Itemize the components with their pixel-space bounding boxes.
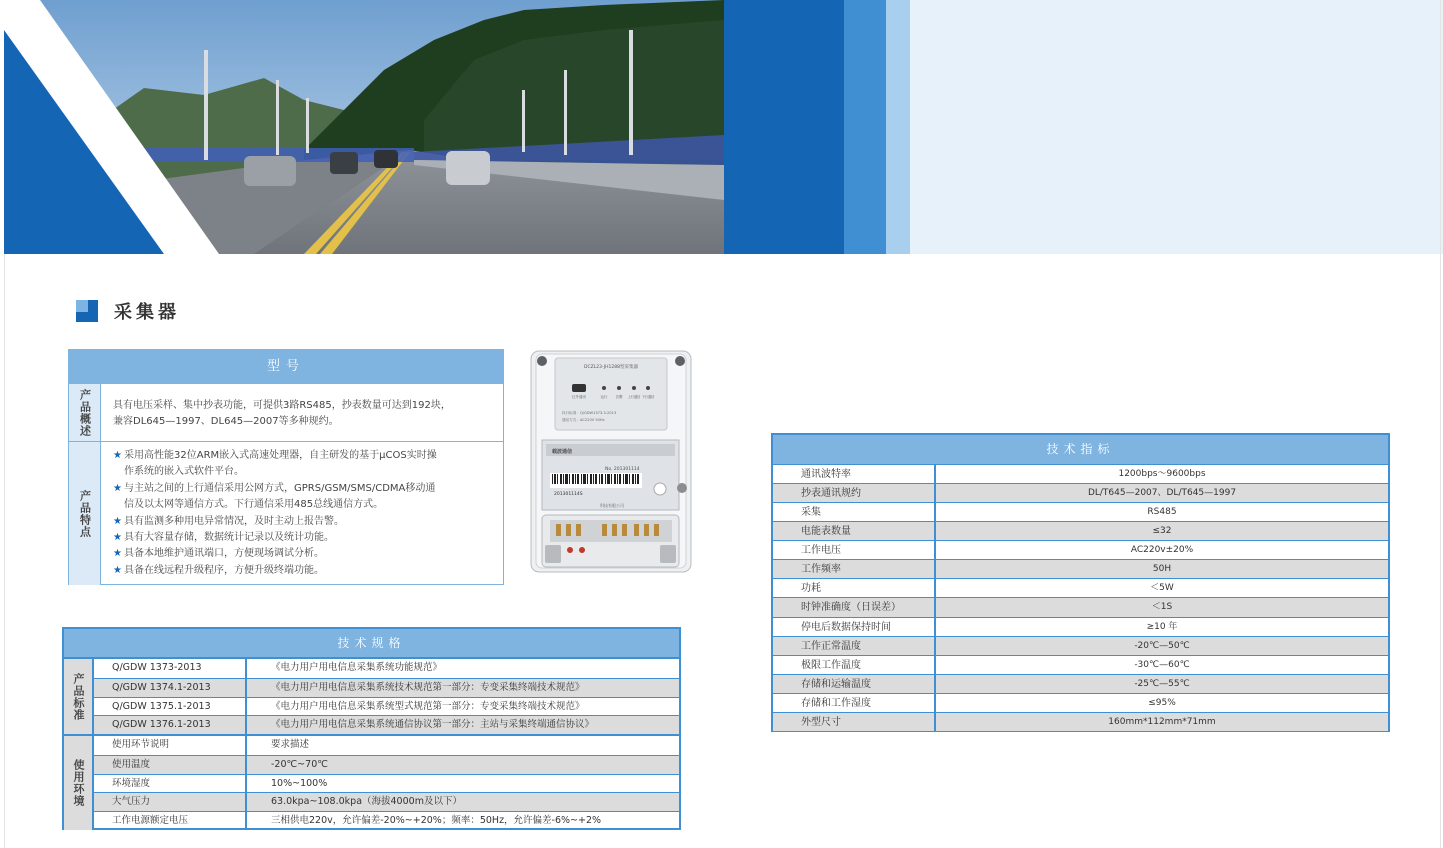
- led-label: 红外通讯: [572, 395, 586, 399]
- led-label: 告警: [615, 395, 623, 399]
- table-row: 工作频率 50H: [773, 559, 1388, 578]
- table-row: 大气压力 63.0kpa~108.0kpa（海拔4000m及以下）: [94, 792, 679, 811]
- table-row: 存储和工作湿度 ≤95%: [773, 693, 1388, 712]
- highway-photo: [4, 0, 724, 254]
- banner-band-mid: [844, 0, 886, 254]
- banner-band-pale: [910, 0, 1443, 254]
- star-icon: ★: [113, 564, 122, 576]
- table-row: 抄表通讯规约 DL/T645—2007、DL/T645—1997: [773, 483, 1388, 502]
- feature-line: 作系统的嵌入式软件平台。: [124, 466, 244, 478]
- table-row: Q/GDW 1375.1-2013 《电力用户用电信息采集系统型式规范第一部分：专变采集终端技术规范》: [94, 697, 679, 716]
- model-table: [68, 349, 504, 585]
- collector-device-image: [530, 350, 692, 573]
- nameplate-number: No. 201301114: [605, 467, 640, 472]
- feature-line: ★ 具有监测多种用电异常情况，及时主动上报告警。: [113, 514, 489, 530]
- banner-band-dark: [724, 0, 844, 254]
- spec-table: [62, 627, 681, 830]
- star-icon: ★: [113, 548, 122, 560]
- device-maker: 科技有限公司: [600, 503, 624, 508]
- table-row: 停电后数据保持时间 ≥10 年: [773, 617, 1388, 636]
- star-icon: ★: [113, 450, 122, 461]
- feature-line: ★ 与主站之间的上行通信采用公网方式，GPRS/GSM/SMS/CDMA移动通: [113, 481, 489, 497]
- table-row: 功耗 ＜5W: [773, 578, 1388, 597]
- barcode-text: 201301114S: [554, 492, 583, 497]
- overview-row: [69, 383, 503, 441]
- feature-line: ★ 采用高性能32位ARM嵌入式高速处理器，自主研发的基于μCOS实时操: [113, 448, 489, 464]
- screw-icon: [537, 356, 547, 366]
- star-icon: ★: [113, 532, 122, 544]
- table-row: 工作电压 AC220v±20%: [773, 540, 1388, 559]
- features-label-cell: [69, 442, 101, 585]
- feature-line: ★ 具有大容量存储，数据统计记录以及统计功能。: [113, 530, 489, 546]
- spec-group-label-cell: [64, 736, 94, 830]
- table-row: 工作正常温度 -20℃—50℃: [773, 636, 1388, 655]
- nameplate-title: 载波通信: [552, 449, 573, 455]
- overview-label-cell: [69, 384, 101, 441]
- overview-label: 产品概述: [78, 388, 92, 437]
- device-model-label: DCZL23-JH1288型采集器: [584, 365, 638, 370]
- features-list: [101, 442, 503, 585]
- table-row: 通讯波特率 1200bps～9600bps: [773, 464, 1388, 483]
- table-row: 外型尺寸 160mm*112mm*71mm: [773, 712, 1388, 731]
- device-comm-text: 通信方式：AC220V 50Hz: [562, 418, 605, 422]
- table-row: Q/GDW 1376.1-2013 《电力用户用电信息采集系统通信协议第一部分：主站与采集终端通信协议》: [94, 715, 679, 734]
- spec-group-environment: [64, 734, 679, 830]
- table-row: 电能表数量 ≤32: [773, 521, 1388, 540]
- led-label: 下行通信: [641, 395, 655, 399]
- device-standard-text: 执行标准：Q/GDW1373.3-2013: [562, 411, 617, 415]
- star-icon: ★: [113, 482, 122, 494]
- tech-index-table: [771, 433, 1390, 732]
- banner-band-light: [886, 0, 910, 254]
- spec-group-label: 产品标准: [72, 672, 85, 721]
- spec-group-standards: [64, 657, 679, 734]
- table-row: 使用温度 -20℃~70℃: [94, 755, 679, 774]
- led-label: 运行: [600, 395, 608, 399]
- section-title: 采集器: [114, 302, 180, 323]
- features-row: [69, 441, 503, 585]
- star-icon: ★: [113, 515, 122, 527]
- page-right-edge: [1440, 0, 1441, 848]
- banner-photo: [4, 0, 724, 254]
- feature-line: ★ 具备在线远程升级程序，方便升级终端功能。: [113, 563, 489, 579]
- led-label: 上行通信: [627, 395, 641, 399]
- table-row: 存储和运输温度 -25℃—55℃: [773, 674, 1388, 693]
- spec-table-header: 技术规格: [64, 629, 679, 657]
- table-row: 使用环节说明 要求描述: [94, 736, 679, 755]
- feature-line: ★ 具备本地维护通讯端口，方便现场调试分析。: [113, 546, 489, 562]
- spec-group-label-cell: [64, 659, 94, 734]
- spec-group-label: 使用环境: [72, 758, 85, 807]
- screw-icon: [677, 483, 687, 493]
- table-row: 极限工作温度 -30℃—60℃: [773, 655, 1388, 674]
- tech-table-header: 技术指标: [773, 435, 1388, 464]
- table-row: Q/GDW 1373-2013 《电力用户用电信息采集系统功能规范》: [94, 659, 679, 678]
- barcode-icon: [552, 474, 639, 484]
- table-row: Q/GDW 1374.1-2013 《电力用户用电信息采集系统技术规范第一部分：专变采集终端技术规范》: [94, 678, 679, 697]
- table-row: 工作电源额定电压 三相供电220v，允许偏差-20%~+20%；频率：50Hz，允许偏差-6%~+2%: [94, 811, 679, 830]
- screw-icon: [675, 356, 685, 366]
- overview-text: [101, 384, 503, 441]
- table-row: 采集 RS485: [773, 502, 1388, 521]
- table-row: 环境湿度 10%~100%: [94, 774, 679, 793]
- title-square-icon: [76, 300, 98, 322]
- features-label: 产品特点: [78, 489, 92, 538]
- table-row: 时钟准确度（日误差） ＜1S: [773, 597, 1388, 616]
- page-left-edge: [4, 254, 5, 848]
- section-header: [76, 298, 180, 324]
- overview-line: 具有电压采样、集中抄表功能，可提供3路RS485，抄表数量可达到192块，: [113, 400, 451, 411]
- feature-line: 信及以太网等通信方式。下行通信采用485总线通信方式。: [124, 499, 384, 511]
- model-table-header: 型号: [69, 350, 503, 383]
- overview-line: 兼容DL645—1997、DL645—2007等多种规约。: [113, 416, 339, 427]
